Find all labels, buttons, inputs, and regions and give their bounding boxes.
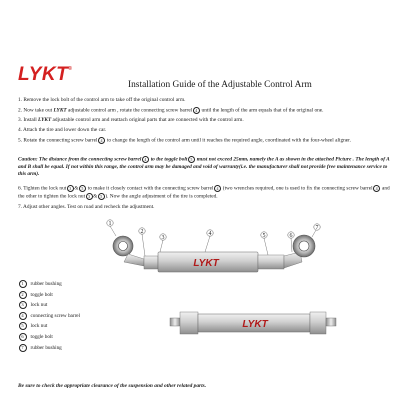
step-2-text-d: until the length of the arm equals that of the original one. — [200, 107, 324, 114]
legend-item — [18, 301, 80, 312]
lock-nut-right — [258, 255, 284, 269]
legend-label: toggle bolt — [30, 334, 53, 341]
legend-number: 2 — [19, 291, 27, 299]
callout-1: 1 — [108, 221, 112, 227]
legend-number: 3 — [19, 301, 27, 309]
step-5-text-a: 5. Rotate the connecting screw barrel — [18, 137, 98, 144]
callout-6: 6 — [289, 233, 293, 239]
circled-number: 4 — [214, 185, 221, 192]
legend-number: 4 — [19, 312, 27, 320]
control-arm-bottom — [170, 312, 336, 334]
legend-item — [18, 291, 80, 302]
legend-label: toggle bolt — [30, 291, 53, 298]
legend-label: lock nut — [30, 302, 48, 309]
step-3-text-c: adjustable control arm and reattach original parts that are connected with the control arm. — [51, 117, 244, 123]
bolt-end-left — [170, 318, 180, 326]
circled-number: 4 — [142, 156, 149, 163]
legend-number: 6 — [19, 333, 27, 341]
step-6-text-b: to make it closely contact with the connecting screw barrel — [86, 185, 214, 192]
circled-number: 5 — [98, 193, 105, 200]
lock-nut-left — [144, 256, 158, 269]
legend-label: connecting screw barrel — [30, 312, 81, 319]
bolt-end-right — [326, 318, 336, 326]
barrel-logo: LYKT — [193, 258, 219, 269]
step-6-text-a: 6. Tighten the lock nut — [18, 185, 67, 192]
circled-number: 3 — [67, 185, 74, 192]
legend-item — [18, 312, 80, 323]
legend-label: rubber bushing — [30, 344, 62, 351]
step-3-brand: LYKT — [38, 117, 52, 123]
bushing-hole — [119, 242, 128, 251]
legend-number: 5 — [19, 322, 27, 330]
callout-5: 5 — [262, 233, 266, 239]
circled-number: 4 — [373, 185, 380, 192]
step-6: 6. Tighten the lock nut 3 & 5 to make it closely contact with the connecting screw barrel 4 (two wrenches required, one is used to fix the connecting screw barrel 4 and the other to tighten the lock nut 3 & 5 ). Now the angle adjustment of the tire is completed. — [18, 185, 390, 200]
step-1-text: 1. Remove the lock bolt of the control arm to take off the original control arm. — [18, 97, 186, 103]
legend-number: 1 — [19, 280, 27, 288]
legend-item — [18, 280, 80, 291]
logo-text: LYKT — [18, 64, 69, 85]
step-7-text: 7. Adjust other angles. Test on road and recheck the adjustment. — [18, 204, 155, 210]
bushing-hole — [299, 241, 309, 251]
step-3-text-a: 3. Install — [18, 117, 39, 123]
circled-number: 4 — [98, 137, 105, 144]
step-2-text-c: adjustable control arm , rotate the connecting screw barrel — [66, 107, 193, 114]
circled-number: 5 — [188, 156, 195, 163]
barrel-logo-bottom: LYKT — [242, 319, 268, 330]
step-6-text-c: (two wrenches required, one is used to fix the connecting screw barrel — [221, 185, 373, 192]
arm-end-left — [124, 254, 144, 266]
page-title: Installation Guide of the Adjustable Control Arm — [128, 80, 312, 90]
legend-label: lock nut — [30, 323, 48, 330]
callout-7: 7 — [315, 225, 319, 231]
circled-number: 3 — [86, 193, 93, 200]
step-6-text-e: ). Now the angle adjustment of the tire is completed. — [105, 193, 218, 200]
clearance-note: Be sure to check the appropriate clearance of the suspension and other related parts. — [18, 383, 207, 389]
parts-legend — [18, 280, 80, 354]
step-2-brand: LYKT — [53, 107, 67, 114]
legend-item — [18, 322, 80, 333]
circled-number: 5 — [79, 185, 86, 192]
callout-4: 4 — [208, 231, 212, 237]
step-4-text: 4. Attach the tire and lower down the car. — [18, 127, 107, 133]
legend-number: 7 — [19, 344, 27, 352]
caution-text-3: must not exceed 25mm, namely the A as shown in the attached Picture . The length of A and B shall be equal. If not within this range, the control arm may be damaged and void of warranty(i.e. the manufacturer shall not provide free maintenance service to this arm). — [18, 156, 390, 178]
legend-item — [18, 344, 80, 355]
circled-number: 4 — [193, 107, 200, 114]
caution-text-2: to the toggle bolt — [149, 156, 188, 163]
lock-nut-bottom-left — [180, 312, 198, 334]
registered-mark: ® — [68, 66, 73, 72]
step-6-text-d: and the other to tighten the lock nut — [18, 185, 390, 200]
step-5-text-b: to change the length of the control arm until it reaches the required angle, coordinated with the four-wheel aligner. — [105, 137, 351, 144]
callout-3: 3 — [161, 235, 165, 241]
legend-item — [18, 333, 80, 344]
legend-label: rubber bushing — [30, 281, 62, 288]
step-2-text-a: 2. Now take out — [18, 107, 54, 114]
lock-nut-bottom-right — [310, 312, 326, 334]
callout-numbers — [107, 220, 320, 241]
caution-text-1: Caution: The distance from the connecting screw barrel — [18, 156, 142, 163]
control-arm-top — [113, 235, 315, 272]
callout-2: 2 — [140, 229, 144, 235]
